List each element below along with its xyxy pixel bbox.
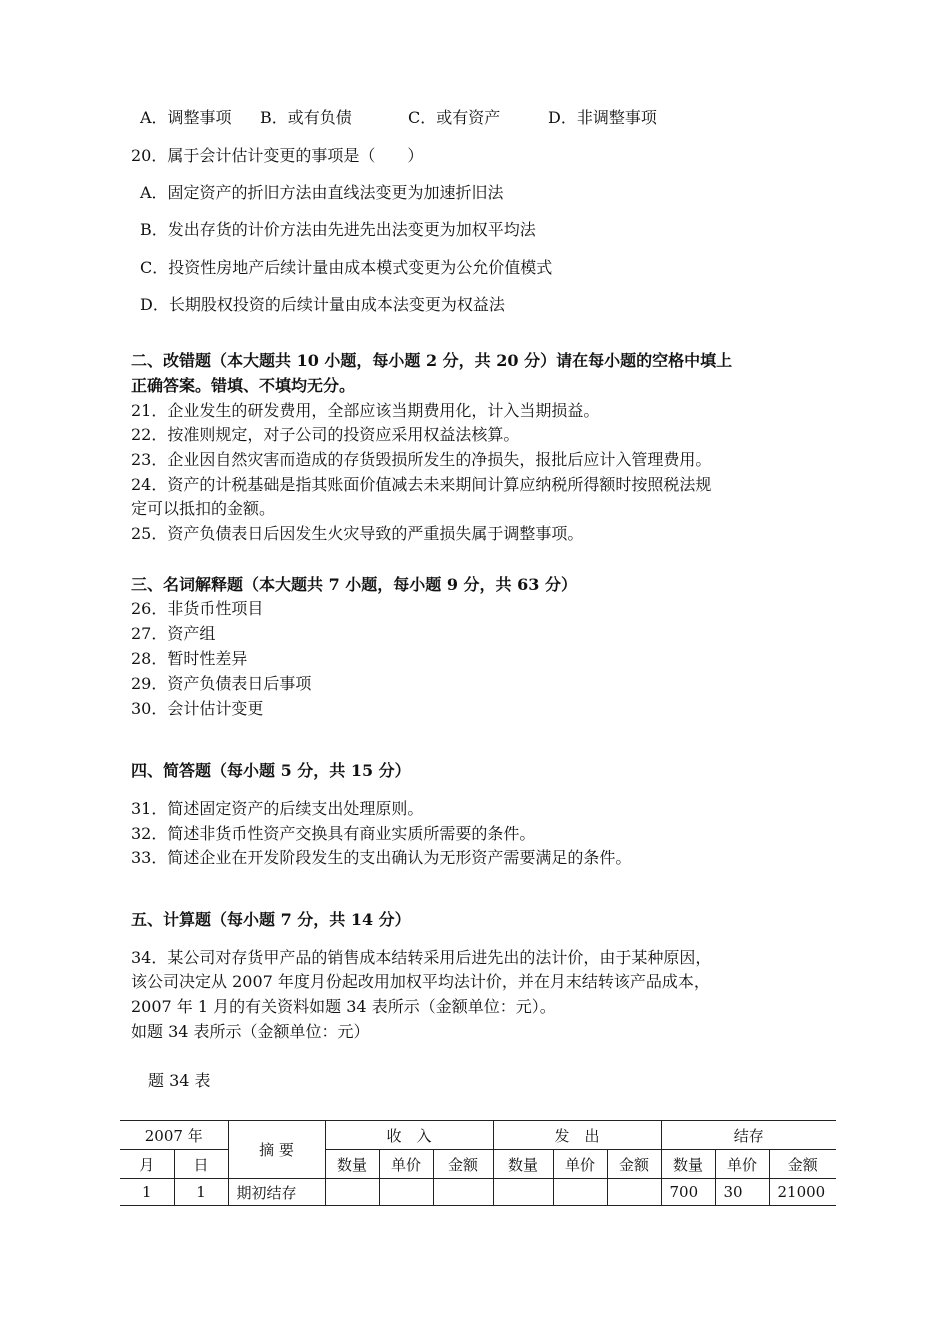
q25: 25．资产负债表日后因发生火灾导致的严重损失属于调整事项。 [131, 524, 584, 543]
cell-balance-price: 30 [715, 1179, 769, 1206]
q30: 30．会计估计变更 [131, 699, 264, 718]
q19-option-c: C．或有资产 [408, 108, 501, 127]
subheader-income-price: 单价 [379, 1150, 433, 1179]
table-row [120, 1179, 836, 1206]
cell-issue-price [553, 1179, 607, 1206]
subheader-issue-qty: 数量 [493, 1150, 553, 1179]
cell-balance-qty: 700 [661, 1179, 715, 1206]
subheader-balance-price: 单价 [715, 1150, 769, 1179]
cell-summary: 期初结存 [228, 1179, 325, 1206]
q32: 32．简述非货币性资产交换具有商业实质所需要的条件。 [131, 824, 536, 843]
header-month: 月 [120, 1150, 174, 1179]
section5-heading: 五、计算题（每小题 7 分，共 14 分） [131, 910, 411, 929]
cell-issue-amount [607, 1179, 661, 1206]
subheader-income-qty: 数量 [325, 1150, 379, 1179]
q28: 28．暂时性差异 [131, 649, 248, 668]
cell-issue-qty [493, 1179, 553, 1206]
subheader-issue-price: 单价 [553, 1150, 607, 1179]
q24-line1: 24．资产的计税基础是指其账面价值减去未来期间计算应纳税所得额时按照税法规 [131, 475, 712, 494]
section2-heading-line2: 正确答案。错填、不填均无分。 [131, 376, 356, 395]
q34-line1: 34．某公司对存货甲产品的销售成本结转采用后进先出的法计价，由于某种原因， [131, 948, 712, 967]
header-summary: 摘 要 [228, 1121, 325, 1179]
q34-line4: 如题 34 表所示（金额单位：元） [131, 1022, 370, 1041]
subheader-balance-amount: 金额 [769, 1150, 836, 1179]
q21: 21．企业发生的研发费用，全部应该当期费用化，计入当期损益。 [131, 401, 600, 420]
cell-income-qty [325, 1179, 379, 1206]
header-issue: 发 出 [493, 1121, 661, 1150]
q24-line2: 定可以抵扣的金额。 [131, 499, 276, 518]
q34-line3: 2007 年 1 月的有关资料如题 34 表所示（金额单位：元）。 [131, 997, 556, 1016]
table-34 [120, 1120, 836, 1206]
q27: 27．资产组 [131, 624, 216, 643]
q20-option-d: D．长期股权投资的后续计量由成本法变更为权益法 [140, 295, 505, 314]
q19-options [140, 108, 657, 128]
q20-stem: 20．属于会计估计变更的事项是（ ） [131, 146, 424, 165]
q31: 31．简述固定资产的后续支出处理原则。 [131, 799, 424, 818]
header-income: 收 入 [325, 1121, 493, 1150]
section3-heading: 三、名词解释题（本大题共 7 小题，每小题 9 分，共 63 分） [131, 575, 577, 594]
q29: 29．资产负债表日后事项 [131, 674, 312, 693]
q22: 22．按准则规定，对子公司的投资应采用权益法核算。 [131, 425, 520, 444]
q20-option-c: C．投资性房地产后续计量由成本模式变更为公允价值模式 [140, 258, 553, 277]
q19-option-a: A．调整事项 [140, 108, 232, 127]
subheader-issue-amount: 金额 [607, 1150, 661, 1179]
q23: 23．企业因自然灾害而造成的存货毁损所发生的净损失，报批后应计入管理费用。 [131, 450, 712, 469]
cell-month: 1 [120, 1179, 174, 1206]
q20-option-b: B．发出存货的计价方法由先进先出法变更为加权平均法 [140, 220, 536, 239]
header-balance: 结存 [661, 1121, 836, 1150]
q20-option-a: A．固定资产的折旧方法由直线法变更为加速折旧法 [140, 183, 504, 202]
cell-income-amount [433, 1179, 493, 1206]
section2-heading-line1: 二、改错题（本大题共 10 小题，每小题 2 分，共 20 分）请在每小题的空格中填上 [131, 351, 733, 370]
q26: 26．非货币性项目 [131, 599, 264, 618]
subheader-balance-qty: 数量 [661, 1150, 715, 1179]
q19-option-d: D．非调整事项 [548, 108, 657, 127]
cell-balance-amount: 21000 [769, 1179, 836, 1206]
cell-day: 1 [174, 1179, 228, 1206]
q33: 33．简述企业在开发阶段发生的支出确认为无形资产需要满足的条件。 [131, 848, 632, 867]
cell-income-price [379, 1179, 433, 1206]
q34-line2: 该公司决定从 2007 年度月份起改用加权平均法计价，并在月末结转该产品成本， [131, 972, 710, 991]
q19-option-b: B．或有负债 [260, 108, 352, 127]
table-caption: 题 34 表 [148, 1071, 211, 1090]
section4-heading: 四、简答题（每小题 5 分，共 15 分） [131, 761, 411, 780]
subheader-income-amount: 金额 [433, 1150, 493, 1179]
header-day: 日 [174, 1150, 228, 1179]
header-year: 2007 年 [120, 1121, 228, 1150]
